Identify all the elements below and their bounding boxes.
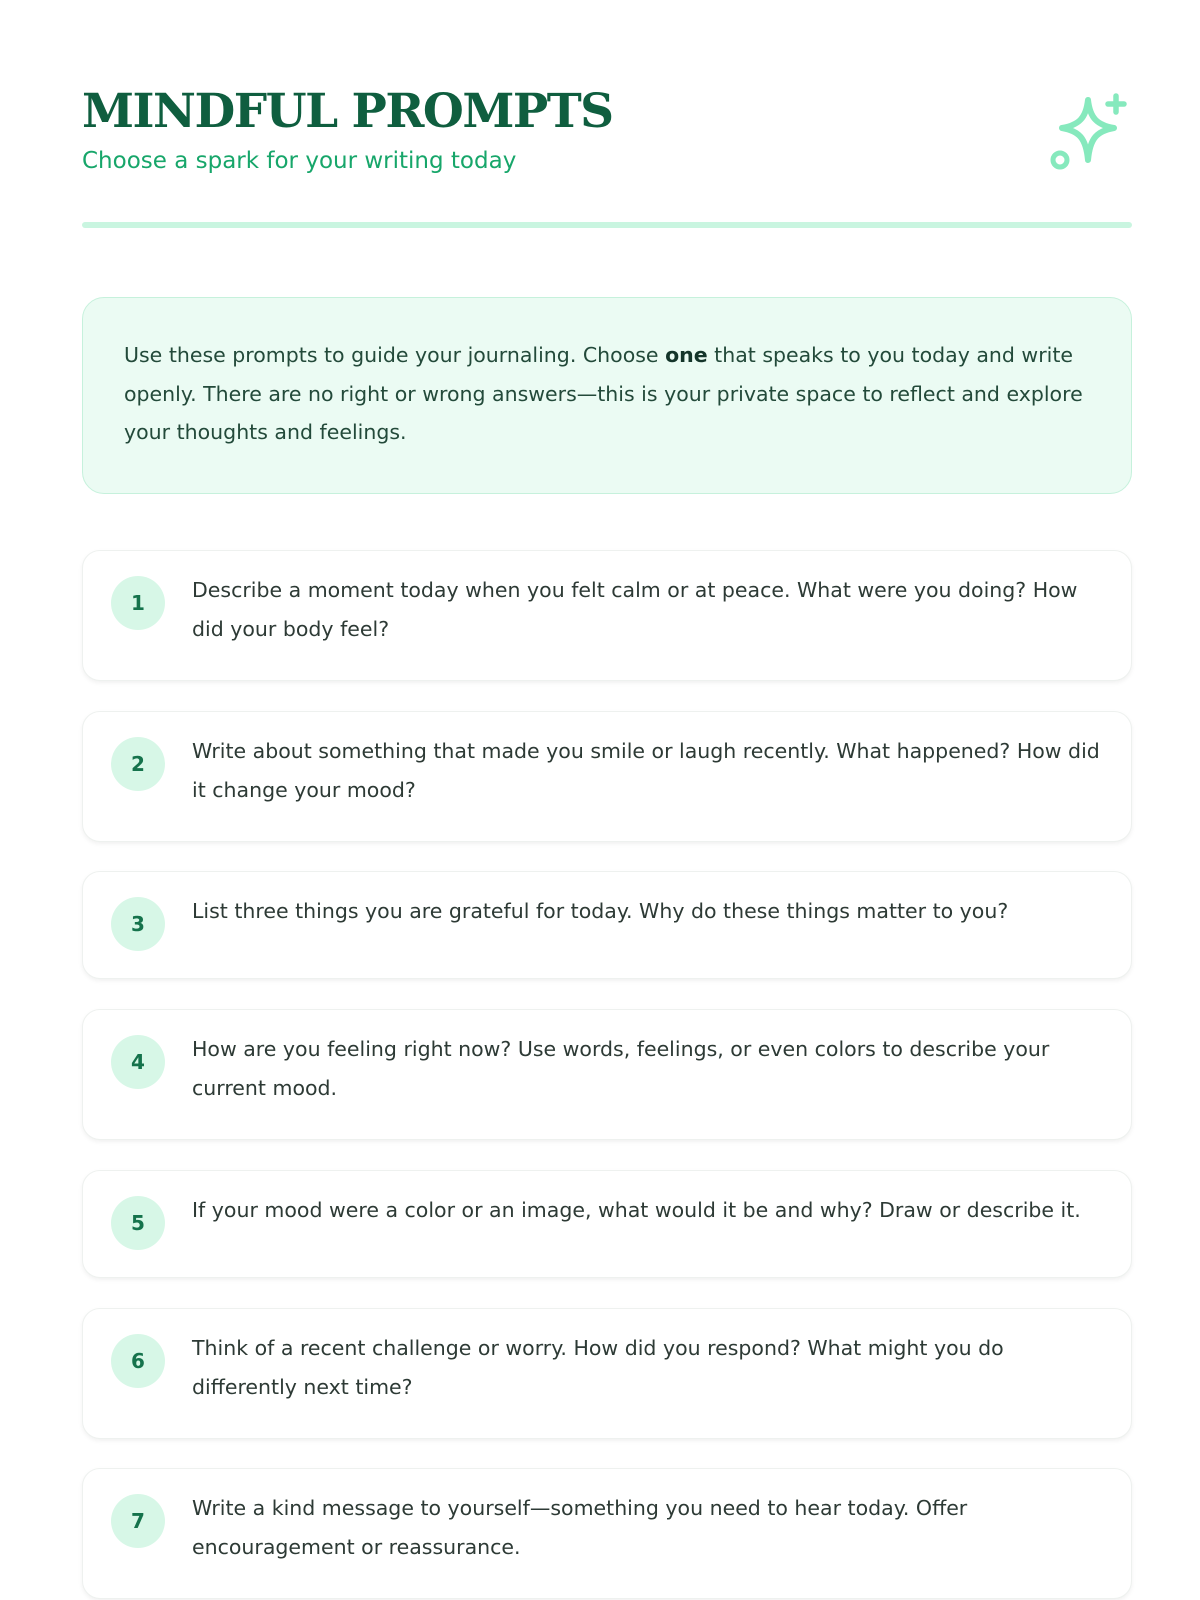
intro-text-start: Use these prompts to guide your journaling. Choose <box>124 343 666 367</box>
prompt-number-badge: 2 <box>111 737 165 791</box>
page-subtitle: Choose a spark for your writing today <box>82 148 517 174</box>
prompt-card[interactable] <box>82 871 1132 979</box>
prompt-card[interactable] <box>82 1009 1132 1140</box>
intro-text-end: that speaks to you today and write openly. There are no right or wrong answers—this is your private space to reflect and explore your thoughts and feelings. <box>124 343 1083 444</box>
prompt-text: Write a kind message to yourself—something you need to hear today. Offer encouragement or reassurance. <box>192 1496 968 1559</box>
page <box>82 0 1132 1559</box>
prompt-text: If your mood were a color or an image, what would it be and why? Draw or describe it. <box>192 1198 1081 1222</box>
prompt-number-badge: 3 <box>111 897 165 951</box>
prompt-card[interactable] <box>82 550 1132 681</box>
header-divider <box>82 222 1132 228</box>
intro-emphasis: one <box>665 343 708 367</box>
page-title: MINDFUL PROMPTS <box>82 84 613 139</box>
prompt-number-badge: 1 <box>111 576 165 630</box>
prompt-card[interactable] <box>82 1170 1132 1278</box>
prompt-card[interactable] <box>82 1308 1132 1439</box>
prompt-card[interactable] <box>82 711 1132 842</box>
prompt-text: List three things you are grateful for today. Why do these things matter to you? <box>192 899 1009 923</box>
intro-callout <box>82 297 1132 494</box>
sparkle-icon <box>1048 92 1128 172</box>
prompt-number-badge: 5 <box>111 1196 165 1250</box>
page-header <box>82 0 1132 230</box>
prompt-text: Think of a recent challenge or worry. How did you respond? What might you do differently next time? <box>192 1336 1004 1399</box>
prompt-number-badge: 7 <box>111 1494 165 1548</box>
prompt-text: Write about something that made you smile or laugh recently. What happened? How did it change your mood? <box>192 739 1100 802</box>
prompt-card[interactable] <box>82 1468 1132 1599</box>
prompt-number-badge: 6 <box>111 1334 165 1388</box>
prompt-number-badge: 4 <box>111 1035 165 1089</box>
prompt-text: Describe a moment today when you felt calm or at peace. What were you doing? How did your body feel? <box>192 578 1078 641</box>
prompt-text: How are you feeling right now? Use words, feelings, or even colors to describe your current mood. <box>192 1037 1050 1100</box>
